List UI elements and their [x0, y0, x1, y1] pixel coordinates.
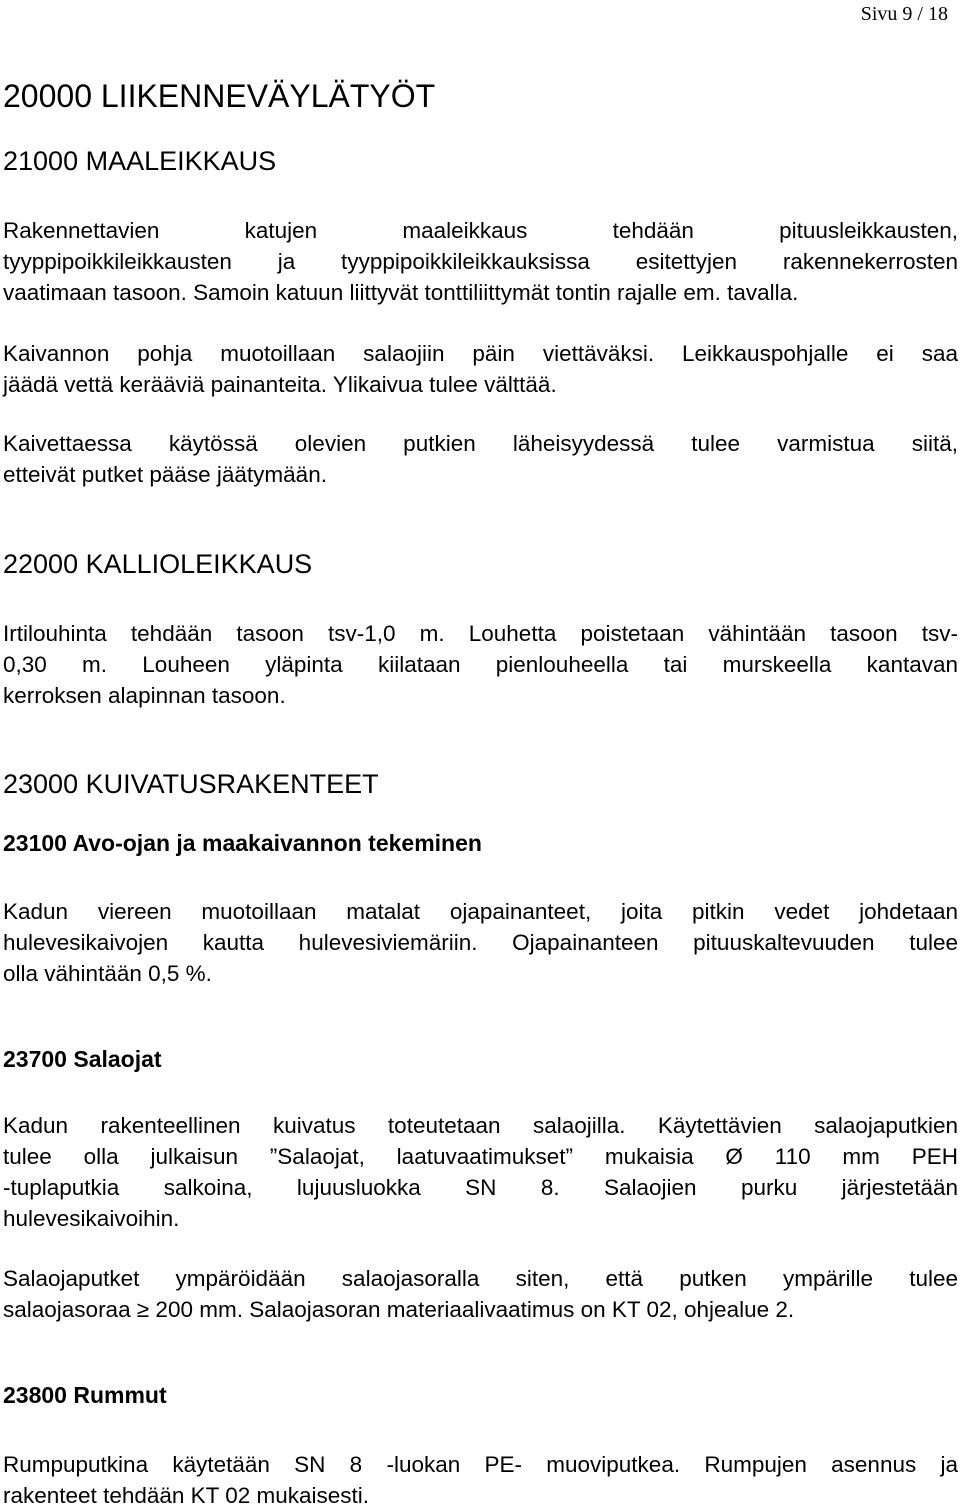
paragraph-line: tyyppipoikkileikkausten ja tyyppipoikkileikkauksissa esitettyjen rakennekerrosten — [3, 249, 958, 274]
paragraph-line: 0,30 m. Louheen yläpinta kiilataan pienlouheella tai murskeella kantavan — [3, 652, 958, 677]
paragraph-line: vaatimaan tasoon. Samoin katuun liittyvät tonttiliittymät tontin rajalle em. tavalla. — [3, 280, 799, 305]
paragraph-line: hulevesikaivoihin. — [3, 1206, 180, 1231]
paragraph-line: Kaivannon pohja muotoillaan salaojiin päin viettäväksi. Leikkauspohjalle ei saa — [3, 341, 958, 366]
paragraph-line: Salaojaputket ympäröidään salaojasoralla siten, että putken ympärille tulee — [3, 1266, 958, 1291]
paragraph-line: Irtilouhinta tehdään tasoon tsv-1,0 m. Louhetta poistetaan vähintään tasoon tsv- — [3, 621, 958, 646]
paragraph-line: etteivät putket pääse jäätymään. — [3, 462, 327, 487]
paragraph-line: Rakennettavien katujen maaleikkaus tehdään pituusleikkausten, — [3, 218, 958, 243]
paragraph-line: jäädä vettä kerääviä painanteita. Ylikaivua tulee välttää. — [3, 372, 557, 397]
paragraph-21000-1 — [3, 215, 958, 308]
paragraph-line: rakenteet tehdään KT 02 mukaisesti. — [3, 1483, 370, 1508]
paragraph-line: tulee olla julkaisun ”Salaojat, laatuvaatimukset” mukaisia Ø 110 mm PEH — [3, 1144, 958, 1169]
paragraph-21000-2 — [3, 338, 958, 400]
heading-23000: 23000 KUIVATUSRAKENTEET — [3, 769, 379, 799]
paragraph-23800-1 — [3, 1449, 958, 1511]
paragraph-23100-1 — [3, 896, 958, 989]
paragraph-line: salaojasoraa ≥ 200 mm. Salaojasoran materiaalivaatimus on KT 02, ohjealue 2. — [3, 1297, 795, 1322]
paragraph-line: -tuplaputkia salkoina, lujuusluokka SN 8. Salaojien purku järjestetään — [3, 1175, 958, 1200]
heading-20000: 20000 LIIKENNEVÄYLÄTYÖT — [3, 78, 436, 114]
paragraph-line: Kadun viereen muotoillaan matalat ojapainanteet, joita pitkin vedet johdetaan — [3, 899, 958, 924]
paragraph-line: hulevesikaivojen kautta hulevesiviemäriin. Ojapainanteen pituuskaltevuuden tulee — [3, 930, 958, 955]
heading-23800: 23800 Rummut — [3, 1382, 167, 1408]
heading-23700: 23700 Salaojat — [3, 1046, 162, 1072]
paragraph-line: Kaivettaessa käytössä olevien putkien läheisyydessä tulee varmistua siitä, — [3, 431, 958, 456]
page-number: Sivu 9 / 18 — [860, 3, 948, 25]
paragraph-22000-1 — [3, 618, 958, 711]
paragraph-23700-2 — [3, 1263, 958, 1325]
paragraph-line: kerroksen alapinnan tasoon. — [3, 683, 286, 708]
paragraph-line: Kadun rakenteellinen kuivatus toteutetaan salaojilla. Käytettävien salaojaputkien — [3, 1113, 958, 1138]
paragraph-line: Rumpuputkina käytetään SN 8 -luokan PE- muoviputkea. Rumpujen asennus ja — [3, 1452, 958, 1477]
paragraph-line: olla vähintään 0,5 %. — [3, 961, 212, 986]
paragraph-23700-1 — [3, 1110, 958, 1234]
heading-23100: 23100 Avo-ojan ja maakaivannon tekeminen — [3, 830, 482, 856]
heading-22000: 22000 KALLIOLEIKKAUS — [3, 549, 313, 579]
paragraph-21000-3 — [3, 428, 958, 490]
heading-21000: 21000 MAALEIKKAUS — [3, 146, 277, 176]
